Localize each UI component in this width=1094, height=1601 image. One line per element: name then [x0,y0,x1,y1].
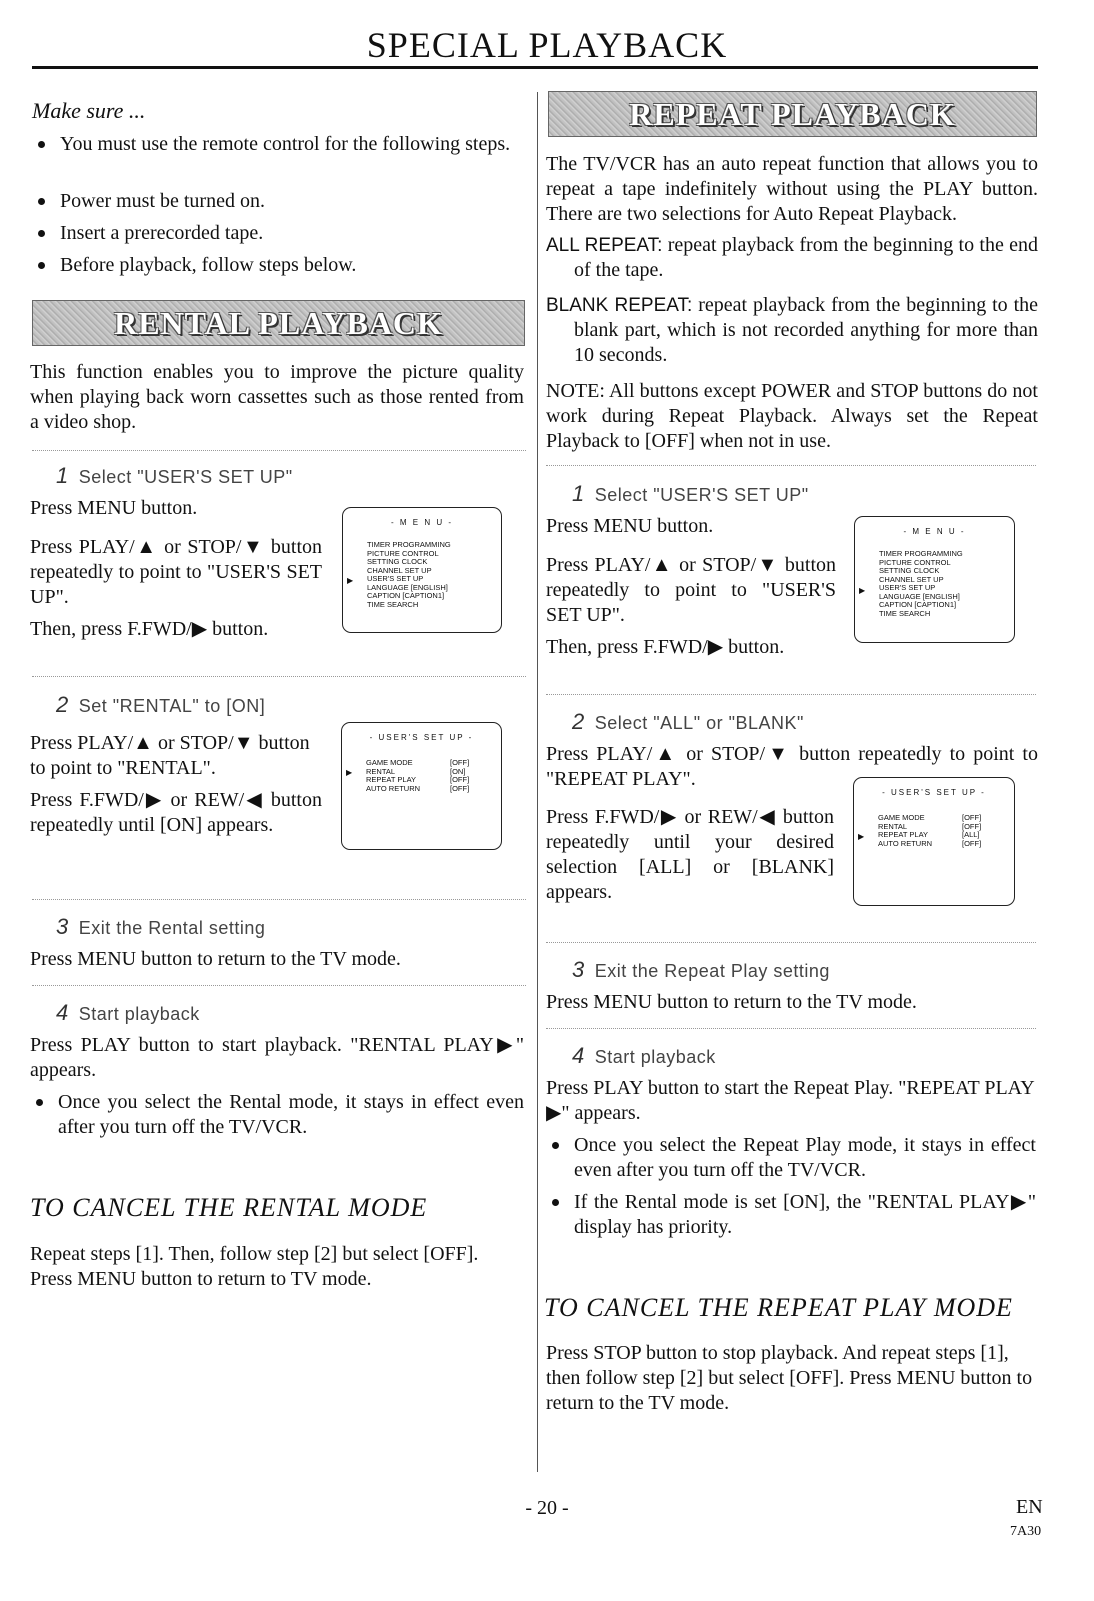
menu-item: TIME SEARCH [879,608,931,618]
setting-value: [OFF] [450,783,470,793]
repeat-intro: The TV/VCR has an auto repeat function that allows you to repeat a tape indefinitely without using the PLAY button. There are two selections for Auto Repeat Playback. [546,153,1038,225]
blank-repeat-text: repeat playback from the beginning to the blank part, which is not recorded anything for more than 10 seconds. [574,294,1039,366]
step-text: Press MENU button to return to the TV mode. [30,948,401,970]
divider [546,942,1036,943]
bullet-text: If the Rental mode is set [ON], the "RENTAL PLAY▶" display has priority. [574,1191,1036,1238]
step-heading [572,481,809,507]
step-label: Select "ALL" or "BLANK" [594,713,804,733]
bullet-text: You must use the remote control for the following steps. [60,133,511,155]
step-number: 4 [56,1000,69,1025]
all-repeat-text: repeat playback from the beginning to the end of the tape. [574,234,1039,281]
menu-item: TIMER PROGRAMMING [879,549,963,558]
step-label: Start playback [594,1047,716,1067]
bullet-dot-icon [36,1099,43,1106]
blank-repeat-label: BLANK REPEAT: [546,295,693,316]
step-heading [572,1043,716,1069]
step-text: Then, press F.FWD/▶ button. [546,636,785,658]
document-code: 7A30 [1010,1524,1042,1539]
menu-item: SETTING CLOCK [879,566,940,575]
cursor-arrow-icon: ▶ [858,832,865,841]
menu-item: LANGUAGE [ENGLISH] [879,591,960,601]
step-label: Set "RENTAL" to [ON] [78,696,266,716]
menu-item: LANGUAGE [ENGLISH] [367,582,448,592]
setting-item: RENTAL [366,766,396,776]
repeat-note [546,379,1038,454]
divider [32,450,526,451]
menu-item: CHANNEL SET UP [367,565,432,575]
step-label: Exit the Repeat Play setting [594,961,830,981]
setting-item: AUTO RETURN [366,783,421,793]
step-number: 1 [56,463,69,488]
step-label: Select "USER'S SET UP" [78,467,293,487]
menu-item: TIMER PROGRAMMING [367,540,451,549]
setting-value: [OFF] [450,775,470,784]
page-title: SPECIAL PLAYBACK [366,25,728,65]
step-number: 2 [56,692,69,717]
all-repeat-definition [546,233,1038,283]
step-number: 2 [572,709,585,734]
make-sure-bullet [32,132,554,157]
setting-item: REPEAT PLAY [366,775,417,784]
note-bullet [546,1133,1036,1183]
step-text: Press PLAY button to start playback. "RENTAL PLAY▶" appears. [30,1034,524,1081]
all-repeat-label: ALL REPEAT: [546,235,663,256]
divider [32,985,526,986]
menu-item: TIME SEARCH [367,599,419,609]
cancel-repeat-heading: TO CANCEL THE REPEAT PLAY MODE [544,1293,1013,1322]
bullet-dot-icon [38,262,45,269]
setting-item: GAME MODE [366,758,413,767]
divider [546,1028,1036,1029]
step-text: Press PLAY/▲ or STOP/▼ button repeatedly to point to "REPEAT PLAY". [546,743,1038,790]
blank-repeat-definition [546,293,1038,368]
bullet-dot-icon [552,1199,559,1206]
step-text: Press F.FWD/▶ or REW/◀ button repeatedly until your desired selection [ALL] or [BLANK] appears. [546,806,834,903]
cancel-repeat-text: Press STOP button to stop playback. And repeat steps [1], then follow step [2] but select [OFF]. Press MENU button to return to the TV mode. [546,1342,1033,1414]
step-text: Press PLAY button to start the Repeat Play. "REPEAT PLAY ▶" appears. [546,1077,1034,1124]
bullet-text: Power must be turned on. [60,190,265,212]
note-text: All buttons except POWER and STOP buttons do not work during Repeat Playback. Always set the Repeat Playback to [OFF] when not in use. [546,380,1038,452]
cursor-arrow-icon: ▶ [347,576,354,585]
make-sure-heading: Make sure ... [32,98,146,123]
bullet-text: Once you select the Repeat Play mode, it stays in effect even after you turn off the TV/VCR. [574,1134,1036,1181]
step-text: Press MENU button. [30,497,198,519]
bullet-dot-icon [38,198,45,205]
bullet-text: Once you select the Rental mode, it stays in effect even after you turn off the TV/VCR. [58,1091,524,1138]
users-setup-screen [341,722,502,850]
divider [32,899,526,900]
note-bullet [546,1190,1036,1240]
step-text: Press PLAY/▲ or STOP/▼ button repeatedly to point to "USER'S SET UP". [30,536,322,608]
menu-item: CAPTION [CAPTION1] [879,600,957,609]
language-code: EN [1016,1496,1043,1518]
menu-item: CHANNEL SET UP [879,574,944,584]
step-number: 3 [56,914,69,939]
divider [546,694,1036,695]
setting-value: [OFF] [962,813,982,822]
title-rule [32,66,1038,69]
column-divider [537,92,538,1472]
bullet-dot-icon [552,1142,559,1149]
make-sure-bullet [32,253,554,278]
step-text: Then, press F.FWD/▶ button. [30,618,269,640]
divider [546,465,1036,466]
setting-value: [OFF] [450,758,470,767]
step-number: 4 [572,1043,585,1068]
screen-title: - M E N U - [903,527,966,536]
menu-screen [854,516,1015,643]
cursor-arrow-icon: ▶ [859,586,866,595]
cursor-arrow-icon: ▶ [346,768,353,777]
menu-item: USER'S SET UP [367,574,424,583]
rental-playback-banner [32,300,525,346]
menu-item: PICTURE CONTROL [879,557,951,567]
cancel-rental-text: Repeat steps [1]. Then, follow step [2] but select [OFF]. Press MENU button to return to TV mode. [30,1243,479,1290]
bullet-dot-icon [38,141,45,148]
note-label: NOTE: [546,380,605,402]
menu-item: CAPTION [CAPTION1] [367,591,445,600]
bullet-text: Before playback, follow steps below. [60,254,357,276]
page-number: - 20 - [525,1497,569,1519]
screen-title: - M E N U - [391,518,453,527]
setting-item: AUTO RETURN [878,838,933,848]
step-number: 1 [572,481,585,506]
menu-item: SETTING CLOCK [367,557,428,566]
step-text: Press PLAY/▲ or STOP/▼ button repeatedly to point to "USER'S SET UP". [546,554,836,626]
menu-item: PICTURE CONTROL [367,548,439,558]
step-heading [56,1000,200,1026]
step-label: Start playback [78,1004,200,1024]
step-heading [572,957,830,983]
step-heading [56,692,265,718]
step-text: Press MENU button to return to the TV mode. [546,991,917,1013]
step-text: Press PLAY/▲ or STOP/▼ button to point to "RENTAL". [30,732,310,779]
setting-value: [ALL] [962,830,980,839]
step-heading [56,463,293,489]
step-text: Press F.FWD/▶ or REW/◀ button repeatedly until [ON] appears. [30,789,322,836]
bullet-text: Insert a prerecorded tape. [60,222,264,244]
setting-item: RENTAL [878,821,908,831]
step-label: Select "USER'S SET UP" [594,485,809,505]
users-setup-screen [853,777,1015,906]
rental-intro: This function enables you to improve the picture quality when playing back worn cassettes such as those rented from a video shop. [30,361,524,433]
screen-title: - USER'S SET UP - [369,733,474,742]
step-heading [56,914,265,940]
repeat-playback-banner [548,91,1037,137]
step-number: 3 [572,957,585,982]
bullet-dot-icon [38,230,45,237]
banner-text: REPEAT PLAYBACK [629,95,956,132]
step-text: Press MENU button. [546,515,714,537]
setting-value: [ON] [450,766,466,776]
note-bullet [30,1090,524,1140]
divider [32,676,526,677]
make-sure-bullet [32,221,554,246]
cancel-rental-heading: TO CANCEL THE RENTAL MODE [30,1193,428,1222]
menu-item: USER'S SET UP [879,583,936,592]
setting-item: REPEAT PLAY [878,830,929,839]
setting-value: [OFF] [962,821,982,831]
step-label: Exit the Rental setting [78,918,266,938]
screen-title: - USER'S SET UP - [882,788,986,797]
step-heading [572,709,804,735]
banner-text: RENTAL PLAYBACK [114,304,443,341]
setting-item: GAME MODE [878,813,925,822]
setting-value: [OFF] [962,838,982,848]
menu-screen [342,507,502,633]
make-sure-bullet [32,189,554,214]
